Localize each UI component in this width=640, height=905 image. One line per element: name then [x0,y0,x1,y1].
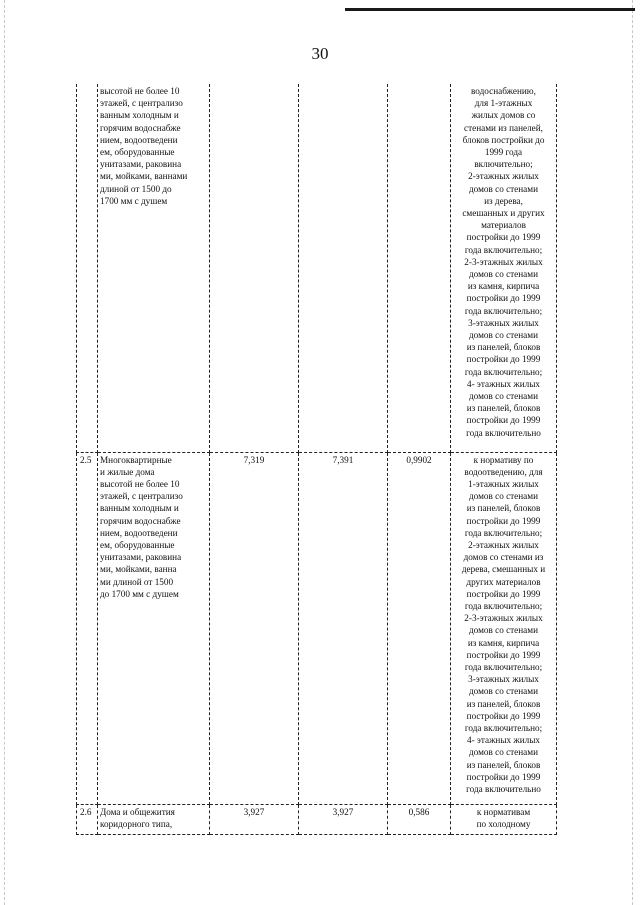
note-line: блоков постройки до [462,134,545,145]
note-line: постройки до 1999 [466,710,541,721]
page-number: 30 [311,44,329,63]
description-line: ми длиной от 1500 [100,576,174,587]
row-description [98,84,210,452]
note-line: 4- этажных жилых [466,378,541,389]
value-2 [299,84,388,452]
note-line: года включительно; [464,366,543,377]
note-line: домов со стенами [468,183,538,194]
note-line: домов со стенами из [463,552,544,563]
note-line: года включительно; [464,661,543,672]
description-line: высотой не более 10 [100,86,180,96]
note-line: по холодному [476,818,531,829]
note-line: 4- этажных жилых [466,735,541,746]
note-line: для 1-этажных [474,98,533,109]
value-1 [210,84,299,452]
note-line: стенами из панелей, [464,122,543,133]
value-1: 7,319 [210,452,299,804]
note-line: 2-этажных жилых [468,171,539,182]
value-3 [388,84,451,452]
description-line: этажей, с централизо [100,491,183,502]
note-line: включительно; [474,159,533,170]
note-line: домов со стенами [468,391,538,402]
description-line: ванным холодным и [100,110,179,121]
note-line: 2-3-этажных жилых [464,256,543,267]
note-line: домов со стенами [468,686,538,697]
description-line: ми, мойками, ванна [100,564,177,575]
note-line: года включительно; [464,244,543,255]
note-line: жилых домов со [471,110,536,121]
row-description [98,804,210,834]
note-line: постройки до 1999 [466,293,541,304]
note-line: постройки до 1999 [466,415,541,426]
note-line: 3-этажных жилых [468,317,539,328]
note-line: к нормативам [476,806,531,817]
note-line: 3-этажных жилых [468,674,539,685]
note-line: домов со стенами [468,330,538,341]
note-line: водоснабжению, [471,86,536,96]
description-line: Дома и общежития [100,806,175,817]
description-line: до 1700 мм с душем [100,588,179,599]
note-line: постройки до 1999 [466,515,541,526]
description-line: нием, водоотведени [100,527,178,538]
description-line: высотой не более 10 [100,478,180,489]
note-line: домов со стенами [468,269,538,280]
note-line: из панелей, блоков [466,403,541,414]
top-rule [345,8,635,11]
row-number: 2.6 [77,804,98,834]
note-line: года включительно [466,783,541,794]
row-note [451,452,557,804]
note-line: года включительно; [464,527,543,538]
scan-edge-left [4,0,6,905]
note-line: постройки до 1999 [466,354,541,365]
note-line: из панелей, блоков [466,503,541,514]
description-line: нием, водоотведени [100,134,178,145]
table-row [77,804,557,834]
value-1: 3,927 [210,804,299,834]
note-line: года включительно [466,427,541,438]
description-line: горячим водоснабже [100,122,181,133]
description-line: унитазами, раковина [100,552,182,563]
note-line: года включительно; [464,600,543,611]
description-line: ванным холодным и [100,503,179,514]
row-number [77,84,98,452]
description-line: 1700 мм с душем [100,195,168,206]
note-line: водоотведению, для [464,466,543,477]
note-line: постройки до 1999 [466,649,541,660]
note-line: 2-3-этажных жилых [464,613,543,624]
note-line: 2-этажных жилых [468,539,539,550]
note-line: к нормативу по [473,454,534,465]
note-line: постройки до 1999 [466,232,541,243]
note-line: года включительно; [464,722,543,733]
note-line: домов со стенами [468,747,538,758]
value-3: 0,586 [388,804,451,834]
note-line: года включительно; [464,305,543,316]
description-line: ми, мойками, ваннами [100,171,188,182]
description-line: коридорного типа, [100,818,173,829]
note-line: дерева, смешанных и [461,564,546,575]
note-line: 1999 года [484,147,523,158]
note-line: материалов [481,220,526,231]
description-line: унитазами, раковина [100,159,182,170]
description-line: этажей, с централизо [100,98,183,109]
note-line: постройки до 1999 [466,588,541,599]
row-note [451,84,557,452]
norms-table [76,84,557,835]
table-row [77,84,557,452]
note-line: из дерева, [484,195,523,206]
value-2: 7,391 [299,452,388,804]
note-line: других материалов [466,576,541,587]
note-line: из панелей, блоков [466,759,541,770]
note-line: домов со стенами [468,491,538,502]
note-line: смешанных и других [462,208,545,219]
row-note [451,804,557,834]
note-line: постройки до 1999 [466,771,541,782]
value-3: 0,9902 [388,452,451,804]
description-line: горячим водоснабже [100,515,181,526]
note-line: из камня, кирпича [467,637,540,648]
description-line: ем, оборудованные [100,147,175,158]
description-line: длиной от 1500 до [100,183,172,194]
note-line: из панелей, блоков [466,698,541,709]
value-2: 3,927 [299,804,388,834]
note-line: из панелей, блоков [466,342,541,353]
scan-edge-right [632,0,634,905]
note-line: из камня, кирпича [467,281,540,292]
description-line: ем, оборудованные [100,539,175,550]
table-row [77,452,557,804]
row-description [98,452,210,804]
row-number: 2.5 [77,452,98,804]
note-line: 1-этажных жилых [468,478,539,489]
description-line: и жилые дома [100,466,155,477]
note-line: домов со стенами [468,625,538,636]
description-line: Многоквартирные [100,454,172,465]
